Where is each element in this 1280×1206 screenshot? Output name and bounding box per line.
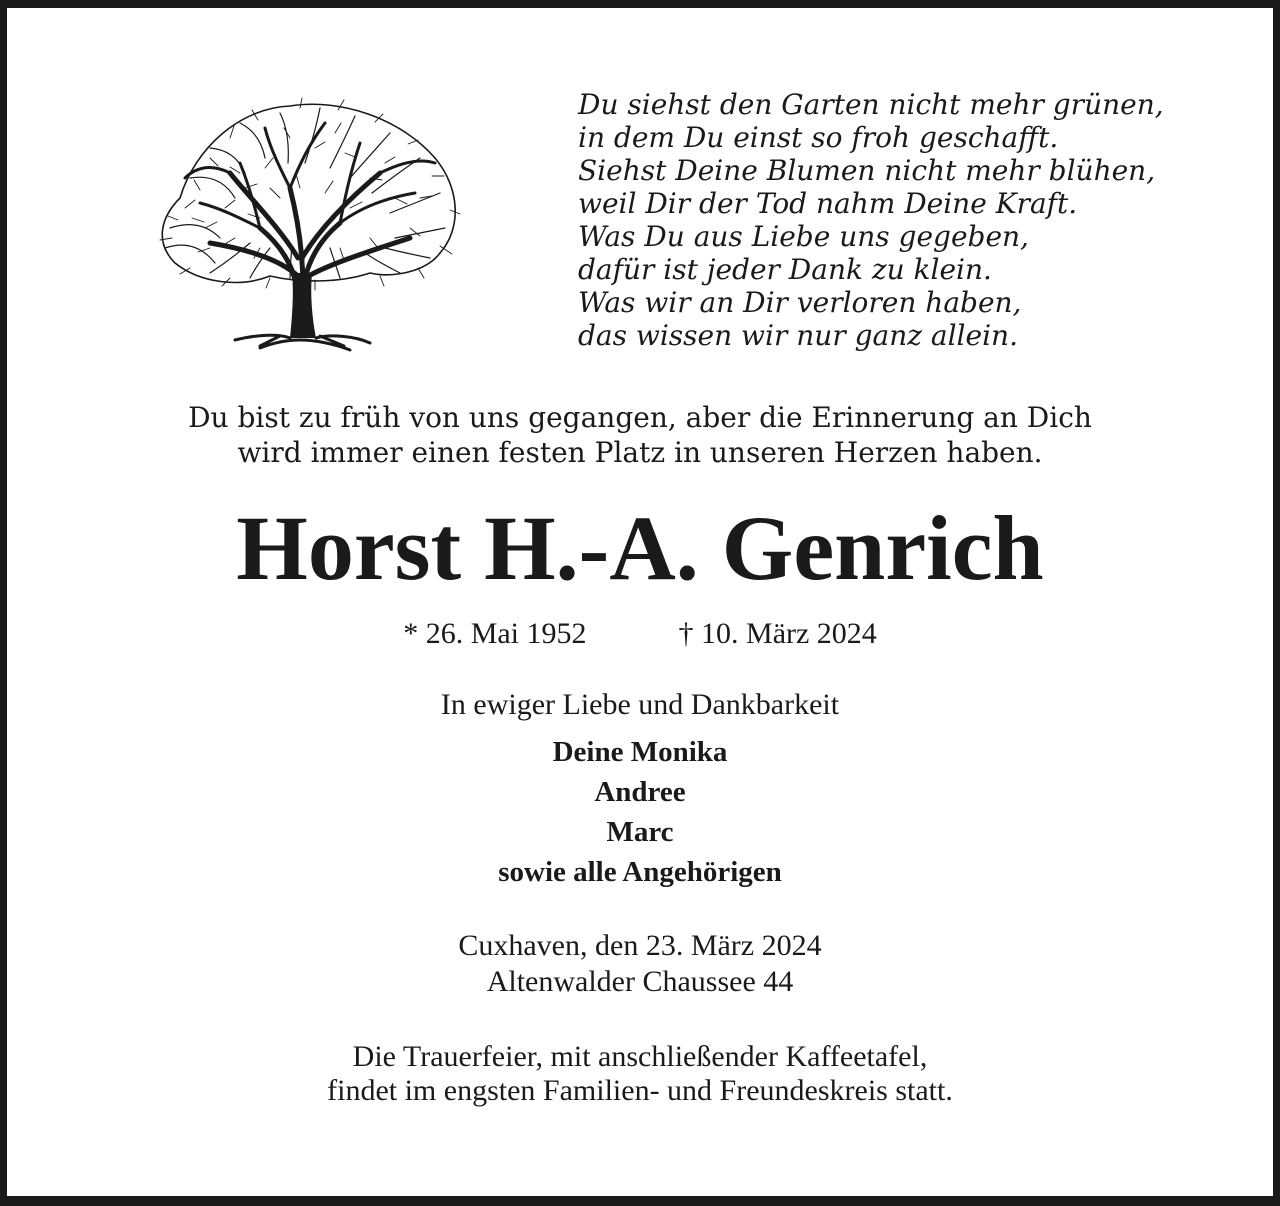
death-date: † 10. März 2024	[678, 617, 877, 650]
mourner: sowie alle Angehörigen	[498, 856, 782, 888]
dedication: In ewiger Liebe und Dankbarkeit	[440, 688, 840, 721]
birth-date: * 26. Mai 1952	[403, 617, 587, 650]
poem-line: das wissen wir nur ganz allein.	[578, 319, 1018, 352]
poem-line: Was wir an Dir verloren haben,	[578, 286, 1022, 319]
life-dates	[0, 614, 1280, 654]
mourners-list	[0, 732, 1280, 892]
address: Altenwalder Chaussee 44	[486, 965, 794, 998]
ceremony-note	[0, 1040, 1280, 1108]
intro-line-1: Du bist zu früh von uns gegangen, aber die Erinnerung an Dich	[188, 401, 1092, 434]
poem-line: Siehst Deine Blumen nicht mehr blühen,	[578, 154, 1156, 187]
mourner: Andree	[594, 776, 686, 808]
city-date: Cuxhaven, den 23. März 2024	[458, 929, 822, 962]
intro-text	[0, 400, 1280, 470]
poem	[578, 88, 1238, 352]
ceremony-line-1: Die Trauerfeier, mit anschließender Kaffeetafel,	[352, 1040, 928, 1073]
mourner: Marc	[606, 816, 674, 848]
intro-line-2: wird immer einen festen Platz in unseren Herzen haben.	[237, 436, 1043, 469]
poem-line: in dem Du einst so froh geschafft.	[578, 121, 1059, 154]
ceremony-line-2: findet im engsten Familien- und Freundeskreis statt.	[327, 1074, 953, 1107]
poem-line: weil Dir der Tod nahm Deine Kraft.	[578, 187, 1078, 220]
oak-tree-icon	[140, 78, 470, 358]
poem-line: dafür ist jeder Dank zu klein.	[578, 253, 992, 286]
mourner: Deine Monika	[552, 736, 728, 768]
poem-line: Du siehst den Garten nicht mehr grünen,	[578, 88, 1164, 121]
poem-line: Was Du aus Liebe uns gegeben,	[578, 220, 1029, 253]
deceased-name: Horst H.-A. Genrich	[236, 497, 1044, 599]
place-and-date	[0, 928, 1280, 1000]
